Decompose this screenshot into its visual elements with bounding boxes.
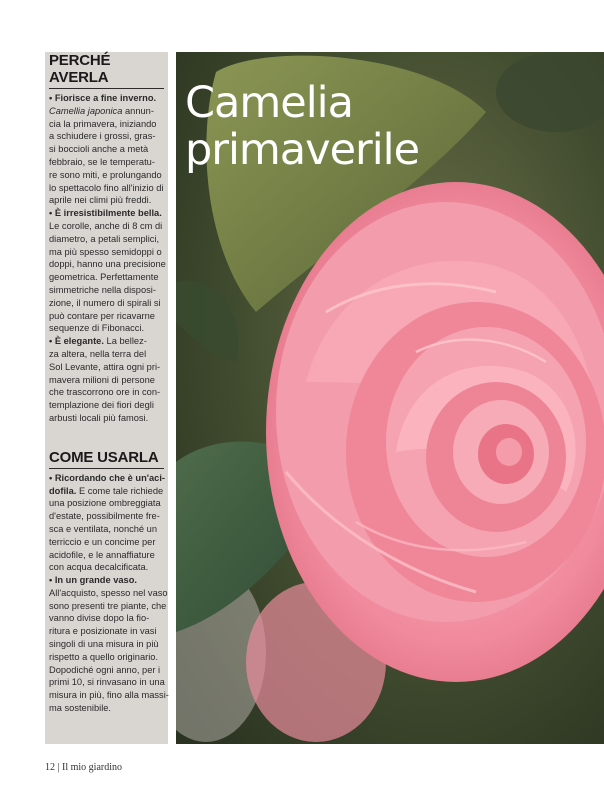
text-run: • È elegante. — [49, 336, 104, 347]
text-line — [49, 271, 168, 284]
text-line — [49, 194, 168, 207]
text-line — [49, 310, 168, 323]
text-run: sono presenti tre piante, che — [49, 600, 167, 611]
text-run: rispetto a quello originario. — [49, 651, 159, 662]
text-run: za altera, nella terra del — [49, 348, 147, 359]
text-run: lo spettacolo fino all'inizio di — [49, 182, 164, 193]
text-run: ma sostenibile. — [49, 703, 112, 714]
text-line — [49, 664, 168, 677]
text-run: vanno divise dopo la fio- — [49, 613, 150, 624]
text-run: doppi, hanno una precisione — [49, 259, 166, 270]
text-run: sca e ventilata, nonché un — [49, 523, 158, 534]
text-run: • È irresistibilmente bella. — [49, 208, 162, 219]
text-line — [49, 386, 168, 399]
text-line — [49, 361, 168, 374]
text-line — [49, 233, 168, 246]
text-run: si boccioli anche a metà — [49, 144, 149, 155]
text-run: a schiudere i grossi, gras- — [49, 131, 156, 142]
text-run: ritura e posizionate in vasi — [49, 626, 157, 637]
text-line — [49, 625, 168, 638]
text-run: d'estate, possibilmente fre- — [49, 511, 160, 522]
headline-line-2: primaverile — [185, 125, 420, 175]
text-line — [49, 561, 168, 574]
text-line — [49, 92, 168, 105]
text-run: sequenze di Fibonacci. — [49, 323, 145, 334]
text-run: febbraio, se le temperatu- — [49, 156, 155, 167]
text-run: Dopodiché ogni anno, per i — [49, 664, 161, 675]
text-run: singoli di una misura in più — [49, 639, 159, 650]
text-line — [49, 284, 168, 297]
text-line — [49, 322, 168, 335]
text-run: • Fiorisce a fine inverno. — [49, 93, 157, 103]
text-line — [49, 497, 168, 510]
text-line — [49, 297, 168, 310]
page-headline — [185, 80, 419, 174]
text-run: una posizione ombreggiata — [49, 498, 161, 509]
text-run: La bellez- — [103, 336, 147, 347]
text-line — [49, 130, 168, 143]
section-body-come-usarla — [49, 472, 168, 715]
text-run: Sol Levante, attira ogni pri- — [49, 361, 161, 372]
text-line — [49, 348, 168, 361]
text-line — [49, 207, 168, 220]
text-line — [49, 374, 168, 387]
text-line — [49, 549, 168, 562]
text-run: Le corolle, anche di 8 cm di — [49, 220, 163, 231]
text-line — [49, 143, 168, 156]
text-run: aprile nei climi più freddi. — [49, 195, 152, 206]
text-line — [49, 587, 168, 600]
text-run: diametro, a petali semplici, — [49, 233, 160, 244]
text-run: misura in più, fino alla massi- — [49, 690, 169, 701]
text-line — [49, 105, 168, 118]
text-run: • Ricordando che è un'aci- — [49, 472, 166, 483]
text-line — [49, 638, 168, 651]
page-footer: 12 | Il mio giardino — [45, 762, 122, 773]
text-run: • In un grande vaso. — [49, 575, 137, 586]
text-line — [49, 651, 168, 664]
text-line — [49, 510, 168, 523]
text-run: primi 10, si rinvasano in una — [49, 677, 165, 688]
text-line — [49, 182, 168, 195]
text-run: che trascorrono ore in con- — [49, 387, 161, 398]
text-run: con acqua decalcificata. — [49, 562, 149, 573]
text-run: dofila. — [49, 485, 77, 496]
section-body-perche-averla — [49, 92, 168, 425]
text-run: terriccio e un concime per — [49, 536, 156, 547]
sidebar-box — [45, 52, 168, 744]
text-line — [49, 574, 168, 587]
text-line — [49, 399, 168, 412]
text-line — [49, 220, 168, 233]
text-run: re sono miti, e prolungando — [49, 169, 162, 180]
text-run: Camellia japonica — [49, 105, 123, 116]
section-title-perche-averla: PERCHÉ AVERLA — [49, 52, 164, 89]
text-run: zione, il numero di spirali si — [49, 297, 161, 308]
text-line — [49, 689, 168, 702]
headline-line-1: Camelia — [185, 78, 353, 128]
text-line — [49, 536, 168, 549]
text-line — [49, 412, 168, 425]
section-title-come-usarla: COME USARLA — [49, 449, 164, 469]
text-run: geometrica. Perfettamente — [49, 272, 159, 283]
text-run: simmetriche nella disposi- — [49, 284, 156, 295]
text-run: ma più spesso semidoppi o — [49, 246, 162, 257]
text-run: templazione dei fiori degli — [49, 400, 154, 411]
text-line — [49, 118, 168, 131]
text-line — [49, 169, 168, 182]
text-run: acidofile, e le annaffiature — [49, 549, 155, 560]
text-line — [49, 335, 168, 348]
text-line — [49, 485, 168, 498]
text-line — [49, 258, 168, 271]
text-run: annun- — [122, 105, 154, 116]
text-line — [49, 156, 168, 169]
text-line — [49, 523, 168, 536]
text-line — [49, 472, 168, 485]
text-line — [49, 702, 168, 715]
text-line — [49, 612, 168, 625]
text-line — [49, 246, 168, 259]
text-run: All'acquisto, spesso nel vaso — [49, 587, 168, 598]
text-run: arbusti locali più famosi. — [49, 412, 149, 423]
text-line — [49, 676, 168, 689]
text-run: E come tale richiede — [76, 485, 164, 496]
text-run: può contare per ricavarne — [49, 310, 155, 321]
text-run: cia la primavera, iniziando — [49, 118, 157, 129]
text-run: mavera milioni di persone — [49, 374, 155, 385]
text-line — [49, 600, 168, 613]
